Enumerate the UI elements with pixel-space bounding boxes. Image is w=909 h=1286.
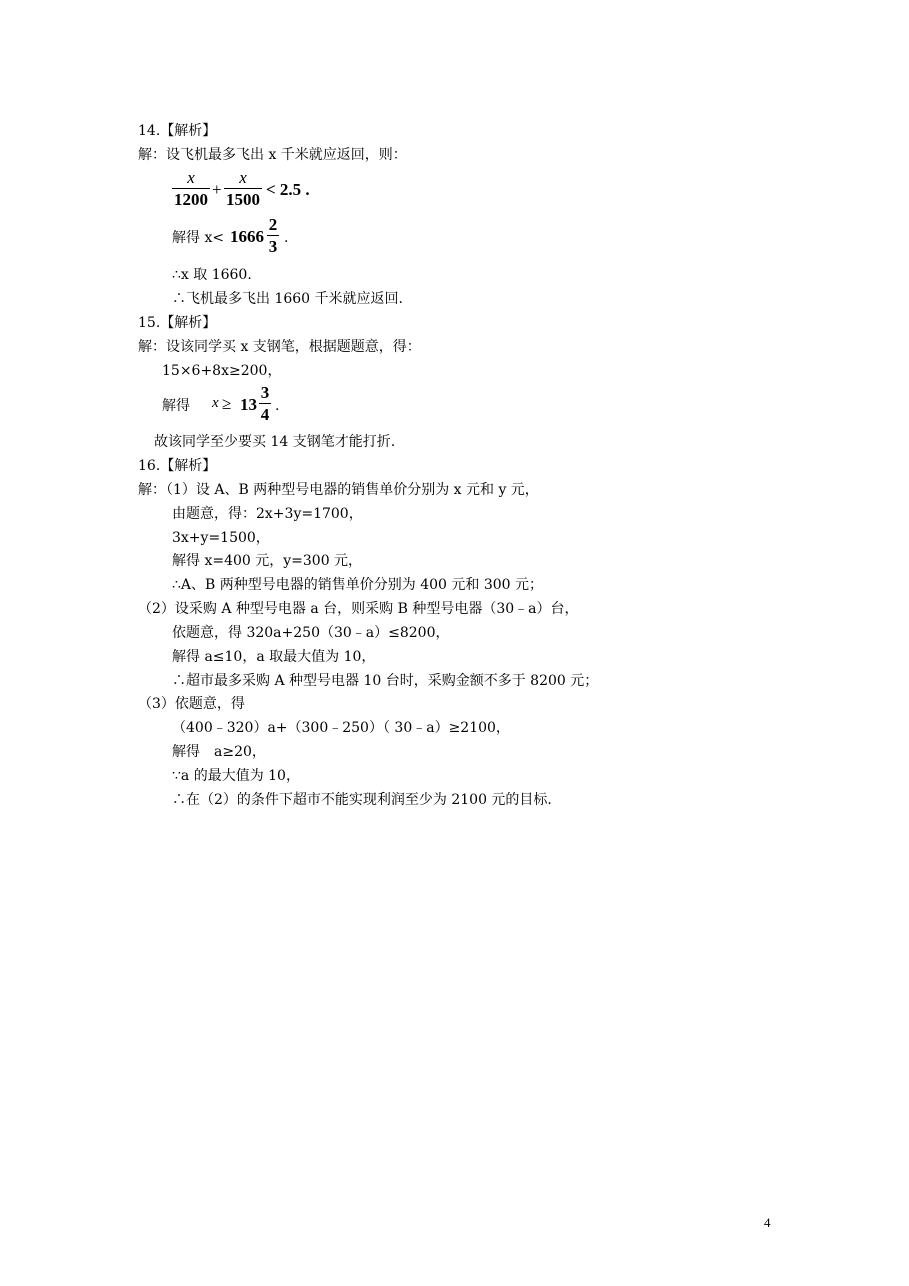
- q14-heading: 14.【解析】: [138, 123, 217, 139]
- q15-heading: 15.【解析】: [138, 315, 217, 331]
- fraction-numerator: x: [187, 168, 195, 187]
- solve-suffix: .: [284, 230, 289, 246]
- fraction-denominator: 3: [268, 237, 278, 256]
- mixed-whole: 13: [240, 395, 257, 414]
- mixed-whole: 1666: [230, 227, 264, 246]
- q16-line: （2）设采购 A 种型号电器 a 台，则采购 B 种型号电器（30﹣a）台，: [138, 601, 579, 617]
- q16-line: ∴A、B 两种型号电器的销售单价分别为 400 元和 300 元；: [172, 577, 543, 593]
- fraction-numerator: x: [239, 168, 247, 187]
- q16-line: ∴超市最多采购 A 种型号电器 10 台时，采购金额不多于 8200 元；: [172, 673, 599, 689]
- q16-line: 3x+y=1500，: [172, 530, 270, 546]
- fraction-x-over-1200: [172, 168, 210, 211]
- q16-line: ∵a 的最大值为 10，: [172, 768, 300, 784]
- q15-setup: 解：设该同学买 x 支钢笔，根据题题意，得：: [138, 339, 421, 355]
- fraction-x-over-1500: [224, 168, 262, 211]
- q16-line: 解得 a≤10，a 取最大值为 10，: [172, 649, 376, 665]
- fraction-denominator: 4: [260, 405, 270, 424]
- q15-conclusion: 故该同学至少要买 14 支钢笔才能打折.: [154, 434, 396, 450]
- solve-label: 解得: [162, 398, 190, 414]
- solve-suffix: .: [275, 398, 280, 414]
- solve-variable: x: [212, 395, 219, 411]
- q16-line: 解得 x=400 元，y=300 元，: [172, 553, 363, 569]
- q14-setup: 解：设飞机最多飞出 x 千米就应返回，则：: [138, 147, 407, 163]
- page-number: 4: [764, 1215, 771, 1230]
- q16-line: （3）依题意，得: [138, 696, 245, 712]
- q16-line: （400﹣320）a+（300﹣250）（ 30﹣a）≥2100，: [172, 720, 510, 736]
- q16-line: 解得 a≥20，: [172, 744, 266, 760]
- inequality-rhs: < 2.5 .: [266, 180, 310, 199]
- q16-line: ∴在（2）的条件下超市不能实现利润至少为 2100 元的目标.: [172, 792, 552, 808]
- q14-line-therefore-take: ∴x 取 1660.: [172, 267, 252, 283]
- fraction-denominator: 1500: [226, 190, 260, 209]
- q16-line: 依题意，得 320a+250（30﹣a）≤8200，: [172, 625, 450, 641]
- mixed-fraction: [267, 215, 279, 258]
- solve-prefix: 解得 x<: [172, 230, 225, 246]
- fraction-numerator: 2: [268, 215, 278, 234]
- q16-line: 解：（1）设 A、B 两种型号电器的销售单价分别为 x 元和 y 元，: [138, 482, 539, 498]
- q14-conclusion: ∴飞机最多飞出 1660 千米就应返回.: [172, 291, 403, 307]
- plus-sign: +: [212, 180, 222, 199]
- fraction-denominator: 1200: [174, 190, 208, 209]
- solve-relation: ≥: [222, 394, 232, 413]
- q16-line: 由题意，得：2x+3y=1700，: [172, 506, 363, 522]
- mixed-fraction: [259, 383, 271, 426]
- fraction-numerator: 3: [260, 383, 270, 402]
- q16-heading: 16.【解析】: [138, 458, 217, 474]
- q15-equation: 15×6+8x≥200，: [162, 363, 282, 379]
